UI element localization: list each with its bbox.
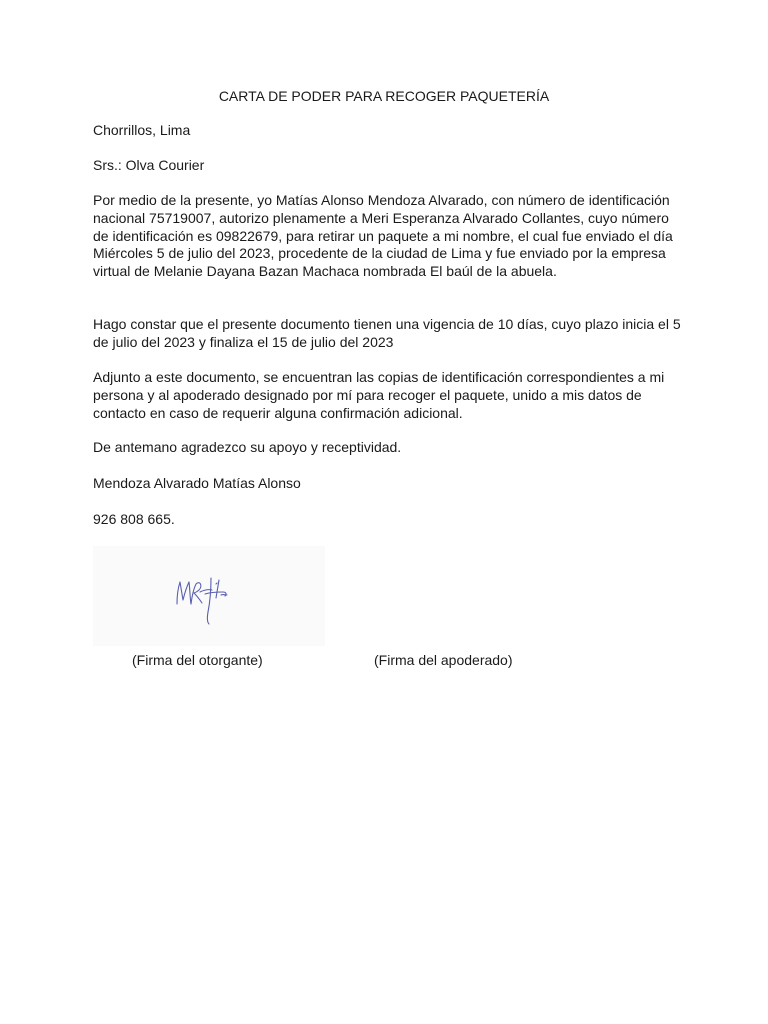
attachments-paragraph: Adjunto a este documento, se encuentran las copias de identificación correspondientes a mi persona y al apoderado designado por mí para recoger el paquete, unido a mis datos de contacto en caso de requerir alguna confirmación adicional. — [93, 369, 665, 421]
place-line: Chorrillos, Lima — [93, 122, 191, 138]
document-title: CARTA DE PODER PARA RECOGER PAQUETERÍA — [218, 88, 550, 104]
grantor-signature-label: (Firma del otorgante) — [132, 652, 263, 668]
closing-line: De antemano agradezco su apoyo y receptividad. — [93, 439, 402, 455]
handwritten-signature-icon — [93, 546, 325, 646]
phone-number: 926 808 665. — [93, 511, 175, 527]
grantor-signature-image — [93, 546, 325, 646]
validity-paragraph: Hago constar que el presente documento tienen una vigencia de 10 días, cuyo plazo inicia el 5 de julio del 2023 y finaliza el 15 de julio del 2023 — [93, 316, 681, 350]
signer-name: Mendoza Alvarado Matías Alonso — [93, 475, 301, 491]
recipient-line: Srs.: Olva Courier — [93, 157, 205, 173]
proxy-signature-label: (Firma del apoderado) — [374, 652, 513, 668]
authorization-paragraph: Por medio de la presente, yo Matías Alonso Mendoza Alvarado, con número de identificación nacional 75719007, autorizo plenamente a Meri Esperanza Alvarado Collantes, cuyo número de identificación es 09822679, para retirar un paquete a mi nombre, el cual fue enviado el día Miércoles 5 de julio del 2023, procedente de la ciudad de Lima y fue enviado por la empresa virtual de Melanie Dayana Bazan Machaca nombrada El baúl de la abuela. — [93, 192, 673, 280]
